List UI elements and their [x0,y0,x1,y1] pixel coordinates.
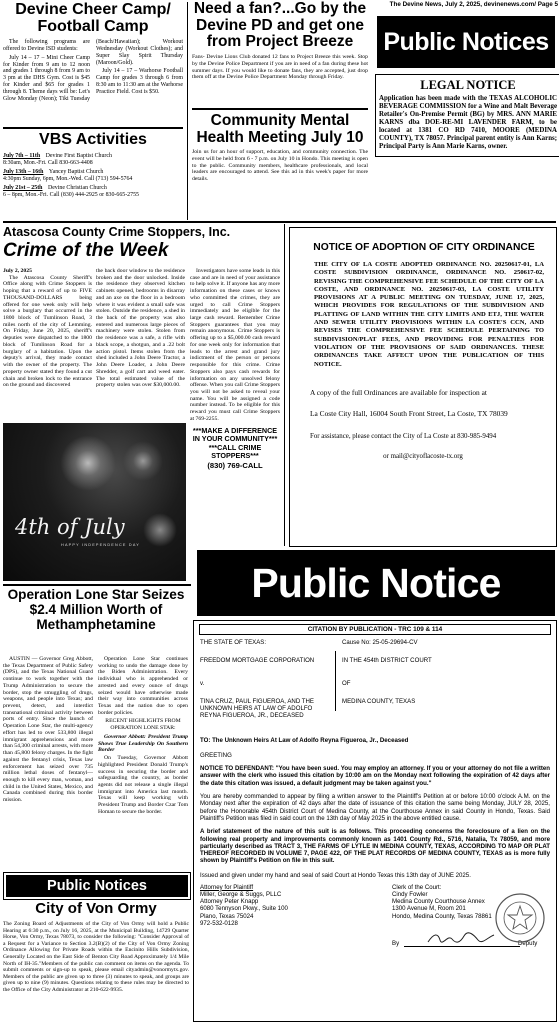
citation-of: OF [342,680,351,687]
citation-notice-box [193,620,557,1022]
clerk-line: 1300 Avenue M, Room 201 [392,905,466,913]
lone-star-text-2: Operation Lone Star continues working to undo the damage done by the Biden Administration. Every individual who is apprehended or arrested and every ounce of drugs seized would have otherwise made their way into communities across Texas and the nation due to open border policies. [98,656,188,716]
cheer-p2: July 14 – 17 – Warhorse Football Camp for grades 3 through 6 from 8:30 am to 11:30 am at the Warhorse Practice Field. Cost is $50. [96,68,183,96]
lone-star-recent: RECENT HIGHLIGHTS FROM OPERATION LONE STAR: [105,718,181,732]
crime-kicker: Atascosa County Crime Stoppers, Inc. [3,225,231,239]
lone-star-article [3,587,189,633]
attorney-heading: Attorney for Plaintiff [200,883,254,891]
public-notices-banner: Public Notices [377,16,555,68]
crime-stoppers-article [3,225,281,262]
lone-star-subhead: Governor Abbott: President Trump Shows True Leadership On Southern Border [98,733,188,754]
mental-health-article [192,112,368,183]
clerk-line: Medina County Courthouse Annex [392,898,485,906]
vbs-item [3,169,183,183]
legal-notice-body: Application has been made with the TEXAS ALCOHOLIC BEVERAGE COMMISSION for a Wine and Malt Beverage Retailer's On-Premise Permit (BG) by MRS. ANN MARIE KARNS dba DOE-RE-MI LAVENDER FARM, to be located at 1381 CO RD 7410, MOORE (MEDINA COUNTY), TX 78057. Principal parent entity is Ann Karns; Principal Party is Ann Marie Karns, owner. [379,95,557,151]
citation-county: MEDINA COUNTY, TEXAS [342,698,416,705]
ordinance-assist: For assistance, please contact the City of La Coste at 830-985-9494 [310,432,497,440]
lone-star-text-1: AUSTIN — Governor Greg Abbott, the Texas Department of Public Safety (DPS), and the Texas National Guard continue to work together with the Trump Administration to secure the border, stop the smuggling of drugs, weapons, and people into Texas; and prevent, detect, and interdict transnational criminal activity between ports of entry. Since the launch of Operation Lone Star, the multi-agency effort has led to over 533,800 illegal immigrant apprehensions and more than 54,300 criminal arrests, with more than 45,800 felony charges. In the fight against the fentanyl crisis, Texas law enforcement has seized over 735 million lethal doses of fentanyl—enough to kill every man, woman, and child in the United States, Mexico, and Canada combined during this border mission. [3,656,93,804]
citation-by: By [392,939,400,947]
vbs-place: Yancey Baptist Church [48,169,104,176]
citation-to: TO: The Unknown Heirs At Law of Adolfo Reyna Figueroa, Jr., Deceased [200,737,409,744]
citation-issued: Issued and given under my hand and seal of said Court at Hondo Texas this 13th day of JUNE 2025. [200,871,471,879]
citation-v: v. [200,680,205,687]
citation-notice: NOTICE TO DEFENDANT: "You have been sued. You may employ an attorney. If you or your attorney do not file a written answer with the clerk who issued this citation by 10:00 am on the Monday next following the expiration of 42 days after the date this citation was issued, a default judgment may be taken against you." [200,765,550,787]
public-notices-banner-2 [3,872,191,900]
attorney-line: 972-532-0128 [200,919,238,927]
cheer-p1: July 14 – 17 – Mini Cheer Camp for Kinder from 9 am to 12 noon and grades 1 through 8 from 9 am to 3 pm at the DHS Gym. Cost is $45 for Kinder and $65 for grades 1 through 8. Theme days will be: Let's Glow Monday (Neon); Tiki Tuesday (Beach/Hawaiian); Workout Wednesday (Workout Clothes); and Super Slay Spirit Thursday (Maroon/Gold). [3,38,183,103]
cheer-intro: The following programs are offered to Devine ISD students: [3,38,90,52]
crime-cta: ***MAKE A DIFFERENCE IN YOUR COMMUNITY*** ***CALL CRIME STOPPERS*** [192,425,278,461]
citation-plaintiff: FREEDOM MORTGAGE CORPORATION [200,657,315,664]
clerk-line: Hondo, Medina County, Texas 78861 [392,912,492,920]
crime-date: July 2, 2025 [3,268,32,274]
fan-body: Fans- Devine Lions Club donated 12 fans to Project Breeze this week. Stop by the Devine Police Department if you are in need of a fan during these hot summer days. If you would like to donate fans, they are accepted, just drop them off at the Devine Police Department Monday through Friday. [192,54,368,81]
crime-text-1: The Atascosa County Sheriff's Office along with Crime Stoppers is hoping that a reward of up to FIVE THOUSAND-DOLLARS being offered for one week only will help solve a burglary that occurred in the 1800 block of Tumlinson Road, 3 miles north of the city of Lemming. On Friday, June 20, 2025, sheriff's deputies were dispatched to the 1800 block of Tumlinson Road for a burglary of a habitation. Upon the deputy's arrival, they made contact with the owner of the property. The property owner stated they found a cut chain and broken lock to the entrance on the ground and discovered [3,274,92,389]
vbs-item [3,185,183,199]
crime-phone: (830) 769-CALL [207,461,263,471]
citation-title: CITATION BY PUBLICATION - TRC 109 & 114 [199,624,551,635]
vbs-item [3,153,183,167]
fourth-of-july-image [3,423,186,581]
von-ormy-body: The Zoning Board of Adjustments of the City of Von Ormy will hold a Public Hearing at 6:30 p.m., on July 16, 2025, at the Municipal Building, 14729 Quarter Horse, Von Ormy, Texas 78073, to consider the following: "Consider Approval of a Request for a Variance to Section 3.2(B)(2) of the City of Von Ormy Zoning Ordinance Allowing for Private Roads within the Encinito Hills Subdivision, Generally Located on the East Side of Benton City Road Approximately 1/4 Mile North of IH-35."Members of the public can comment on items on the agenda. To submit comments or sign-up to speak, please email cityadmin@vonormytx.gov. Members of the public are given up to three (3) minutes to speak, and groups are given up to nine (9) minutes. Questions relating to these rules may be directed to the Office of the City Administrator at 210-622-9935. [3,921,189,993]
cheer-camp-title: Devine Cheer Camp/ Football Camp [15,1,171,35]
attorney-line: Miller, George & Suggs, PLLC [200,890,282,898]
von-ormy-title: City of Von Ormy [35,900,157,917]
attorney-line: 6080 Tennyson Pkwy., Suite 100 [200,905,288,913]
july-subtext: HAPPY INDEPENDENCE DAY [61,543,141,547]
citation-defendants: TINA CRUZ, PAUL FIGUEROA, AND THE UNKNOWN HEIRS AT LAW OF ADOLFO REYNA FIGUEROA, JR., DECEASED [200,698,314,719]
crime-title: Crime of the Week [3,240,169,261]
vbs-title: VBS Activities [39,131,147,148]
citation-attorney [200,884,288,927]
ordinance-copy: A copy of the full Ordinances are available for inspection at [310,387,487,397]
vbs-date: July 7th – 11th [3,153,41,159]
mental-health-body: Join us for an hour of support, education, and community connection. The event will be held from 6 - 7 p.m. on July 10 in Hondo. This meeting is open to the public. Community members, healthcare professionals, and local leaders are encouraged to attend. See this ad in this week's paper for more details. [192,149,368,182]
cheer-camp-article [3,2,183,103]
vbs-article [3,131,183,199]
legal-notice-title: LEGAL NOTICE [420,78,516,92]
citation-clerk [392,884,492,920]
citation-state: THE STATE OF TEXAS: [200,639,267,646]
attorney-line: Plano, Texas 75024 [200,912,254,920]
court-seal-icon [494,892,546,944]
vbs-time: 6 – 8pm, Mon.-Fri. Call (830) 444-2925 or 830-665-2755 [3,192,139,199]
mental-health-title: Community Mental Health Meeting July 10 [196,112,364,147]
legal-notice-box [375,74,559,157]
vbs-time: 8:30am, Mon.-Fri. Call 830-663-4408 [3,160,93,167]
fan-title: Need a fan?...Go by the Devine PD and get one from Project Breeze [193,0,367,51]
citation-court: IN THE 454th DISTRICT COURT [342,657,432,664]
clerk-line: Cindy Fowler [392,890,428,898]
vbs-date: July 21st – 25th [3,185,43,192]
crime-text-3: Investigators have some leads in this case and are in need of your assistance to help solve it. If anyone has any more information on these cases or knows who committed the crimes, they are urged to call Crime Stoppers immediately and be eligible for the large cash reward. Remember Crime Stoppers guarantees that you may remain anonymous. Crime Stoppers is offering up to a $5,000.00 cash reward for one week only for information that leads to the arrest and grand jury indictment of the person or persons responsible for this crime. Crime Stoppers also pays cash rewards for information on any unsolved felony offense. When you call Crime Stoppers you will not be asked to reveal your name. You will be assigned a code number instead. To be eligible for this reward you must call Crime Stoppers at 769-2255. [190,268,280,422]
crime-col-1 [3,268,92,389]
ordinance-email: or mail@cityoflacoste-tx.org [383,452,463,460]
clerk-heading: Clerk of the Court: [392,883,442,891]
lone-star-text-3: On Tuesday, Governor Abbott highlighted President Donald Trump's success in securing the border and safeguarding the country, as border agents did not release a single illegal immigrant into America last month. Texas will keep working with President Trump and Border Czar Tom Homan to secure the border. [98,755,188,815]
ordinance-address: La Coste City Hall, 16004 South Front Street, La Coste, TX 78039 [310,409,508,419]
lone-star-title: Operation Lone Star Seizes $2.4 Million Worth of Methamphetamine [7,587,185,633]
citation-greeting: GREETING [200,752,232,759]
von-ormy-notice [3,900,189,994]
lone-star-col-2 [98,656,188,816]
lone-star-col-1 [3,656,93,804]
citation-statement: A brief statement of the nature of this suit is as follows. This proceeding concerns the foreclosure of a lien on the following real property and improvements commonly known as 1401 County Rd., 5716, Natalia, Tx 78059, and more particularly described as TRACT 3, THE FARMS OF LYTLE IN MEDINA COUNTY, TEXAS, ACCORDING TO MAP OR PLAT THEREOF RECORDED IN VOLUME 7, PAGE 422, OF THE PLAT RECORDS OF MEDINA COUNTY, TEXAS as is more fully shown by Plaintiff's Petition on file in this suit. [200,828,550,865]
crime-col-3 [190,268,280,471]
crime-col-2: the back door window to the residence broken and the door unlocked. Inside the residence they observed kitchen cabinets opened, bedrooms in disarray and an axe on the floor in a bedroom where it was evident a small safe was stolen. Outside the residence, a shed in the back of the property was also entered and numerous large pieces of machinery were stolen. Stolen from the residence was a safe, a rifle with black scope, a shotgun, and a .22 bolt action pistol. Items stolen from the shed included a John Deere Tractor, a John Deere Loader, a John Deere Shredder, a golf cart and weed eater. The total estimated value of the property stolen was over $30,000.00. [96,268,185,389]
citation-cause: Cause No: 25-05-29694-CV [342,639,418,646]
fan-article [192,1,368,81]
page-header: The Devine News, July 2, 2025, devinenews.com/ Page 5 [389,1,558,8]
vbs-date: July 13th – 16th [3,169,44,176]
ordinance-body: THE CITY OF LA COSTE ADOPTED ORDINANCE NO. 20250617-01, LA COSTE SUBDIVISION ORDINANCE, ORDINANCE NO. 250617-02, REVISING THE COMPREHENSIVE FEE SCHEDULE OF THE CITY OF LA COSTE, AND ORDINANCE NO. 20250617-03, LA COSTE UTILITY PROVISIONS AT A PUBLIC MEETING ON TUESDAY, JUNE 17, 2025, WHICH PROVIDES FOR REGULATIONS OF THE SUBDIVISION AND PLATTING OF LAND WITHIN THE CITY LIMITS AND ETJ, THE WATER AND SEWER UTILITY PROVISIONS WITHIN LA COSTE'S CCN, AND REVISES THE COMPREHENSIVE FEE SCHEDULE PERTAINING TO SUBDIVISION/PLAT FEES, AND PROVIDING FOR PENALTIES FOR VIOLATION OF THE PROVISIONS OF SAID ORDINANCES. THESE ORDINANCES TAKE AFFECT UPON THE PUBLICATION OF THIS NOTICE. [314,261,544,368]
vbs-place: Devine First Baptist Church [45,153,112,159]
public-notices-label: Public Notices [6,875,188,897]
vbs-place: Devine Christian Church [47,185,107,192]
vbs-time: 4:30pm Sunday, 6pm, Mon.-Wed. Call (713) 594-5764 [3,176,133,183]
ordinance-title: NOTICE OF ADOPTION OF CITY ORDINANCE [313,242,535,253]
ordinance-notice-box [289,227,557,547]
attorney-line: Attorney Peter Knapp [200,898,259,906]
public-notice-banner: Public Notice [197,550,555,616]
signature-icon [426,931,496,945]
citation-command: You are hereby commanded to appear by filing a written answer to the Plaintiff's Petition at or before 10:00 o'clock A.M. on the Monday next after the expiration of 42 days after the date of issuance of this citation the same being Monday, JULY 28, 2025, before the Honorable 454th District Court of Medina County, at the Courthouse Annex in said County in Hondo, Texas. Said Plaintiff's Petition was filed in said court on the 13th day of May 2025 in the above entitled cause. [200,792,550,822]
citation-deputy: Deputy [518,939,538,947]
july-script-text: 4th of July [15,515,125,539]
